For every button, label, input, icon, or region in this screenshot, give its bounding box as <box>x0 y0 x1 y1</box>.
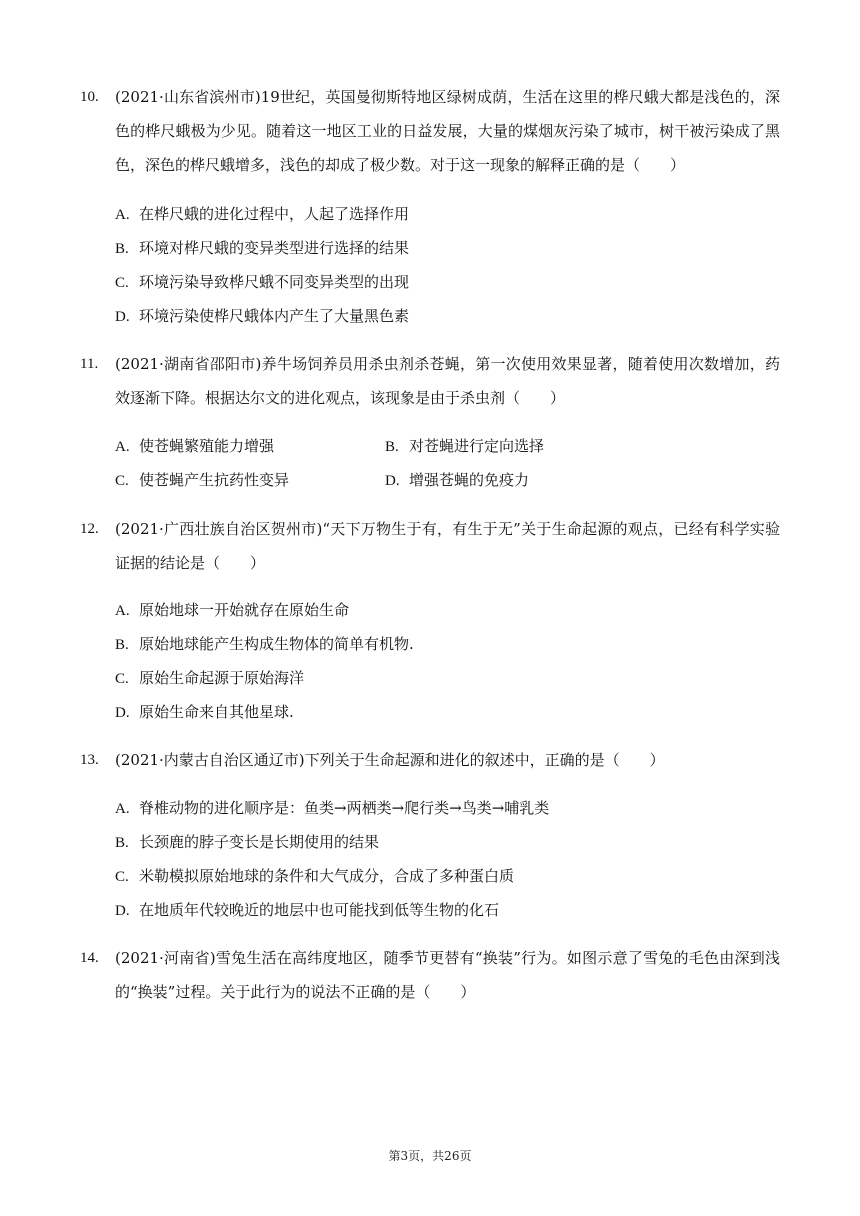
option-letter: B. <box>115 637 129 653</box>
option-letter: C. <box>115 869 129 885</box>
option-letter: D. <box>385 473 400 489</box>
option-c[interactable] <box>115 866 514 887</box>
option-text: 在桦尺蛾的进化过程中，人起了选择作用 <box>139 205 410 223</box>
question-13 <box>80 743 780 777</box>
question-11 <box>80 347 780 415</box>
option-d[interactable] <box>115 306 409 327</box>
question-12 <box>80 512 780 580</box>
option-a[interactable] <box>115 204 409 225</box>
option-letter: C. <box>115 671 129 687</box>
option-letter: A. <box>115 603 130 619</box>
option-text: 在地质年代较晚近的地层中也可能找到低等生物的化石 <box>139 901 500 919</box>
option-text: 长颈鹿的脖子变长是长期使用的结果 <box>139 833 380 851</box>
option-text: 环境对桦尺蛾的变异类型进行选择的结果 <box>139 239 410 257</box>
option-d[interactable] <box>115 900 499 921</box>
option-letter: B. <box>385 439 399 455</box>
option-text: 使苍蝇产生抗药性变异 <box>139 471 290 489</box>
question-number: 10. <box>80 89 99 105</box>
option-letter: A. <box>115 207 130 223</box>
question-number: 12. <box>80 521 99 537</box>
option-text: 原始地球一开始就存在原始生命 <box>139 601 350 619</box>
question-stem: (2021·山东省滨州市)19世纪，英国曼彻斯特地区绿树成荫，生活在这里的桦尺蛾大都是浅色的，深色的桦尺蛾极为少见。随着这一地区工业的日益发展，大量的煤烟灰污染了城市，树干被污染成了黑色，深色的桦尺蛾增多，浅色的却成了极少数。对于这一现象的解释正确的是（ ） <box>115 88 780 174</box>
option-text: 脊椎动物的进化顺序是：鱼类→两栖类→爬行类→鸟类→哺乳类 <box>139 799 550 817</box>
option-letter: D. <box>115 705 130 721</box>
option-text: 米勒模拟原始地球的条件和大气成分，合成了多种蛋白质 <box>139 867 515 885</box>
option-b[interactable] <box>385 436 544 457</box>
option-c[interactable] <box>115 470 289 491</box>
option-b[interactable] <box>115 634 414 655</box>
option-text: 原始生命来自其他星球. <box>139 703 294 721</box>
option-text: 环境污染导致桦尺蛾不同变异类型的出现 <box>139 273 410 291</box>
question-number: 14. <box>80 950 99 966</box>
option-text: 使苍蝇繁殖能力增强 <box>139 437 275 455</box>
option-text: 原始地球能产生构成生物体的简单有机物. <box>139 635 414 653</box>
option-c[interactable] <box>115 272 409 293</box>
question-14 <box>80 941 780 1009</box>
question-stem: (2021·广西壮族自治区贺州市)“天下万物生于有，有生于无”关于生命起源的观点，已经有科学实验证据的结论是（ ） <box>115 520 780 572</box>
option-letter: C. <box>115 275 129 291</box>
option-a[interactable] <box>115 798 549 819</box>
option-letter: A. <box>115 439 130 455</box>
option-letter: D. <box>115 903 130 919</box>
option-text: 原始生命起源于原始海洋 <box>139 669 305 687</box>
option-c[interactable] <box>115 668 304 689</box>
option-text: 对苍蝇进行定向选择 <box>409 437 545 455</box>
option-text: 环境污染使桦尺蛾体内产生了大量黑色素 <box>139 307 410 325</box>
page-footer: 第3页，共26页 <box>388 1149 472 1163</box>
option-letter: B. <box>115 241 129 257</box>
option-a[interactable] <box>115 436 274 457</box>
question-stem: (2021·河南省)雪兔生活在高纬度地区，随季节更替有“换装”行为。如图示意了雪兔的毛色由深到浅的“换装”过程。关于此行为的说法不正确的是（ ） <box>115 949 780 1001</box>
option-letter: D. <box>115 309 130 325</box>
option-b[interactable] <box>115 238 409 259</box>
option-text: 增强苍蝇的免疫力 <box>409 471 530 489</box>
question-stem: (2021·湖南省邵阳市)养牛场饲养员用杀虫剂杀苍蝇，第一次使用效果显著，随着使用次数增加，药效逐渐下降。根据达尔文的进化观点，该现象是由于杀虫剂（ ） <box>115 355 780 407</box>
option-letter: B. <box>115 835 129 851</box>
question-number: 11. <box>80 356 99 372</box>
option-d[interactable] <box>385 470 529 491</box>
option-a[interactable] <box>115 600 349 621</box>
question-10 <box>80 80 780 182</box>
option-d[interactable] <box>115 702 294 723</box>
question-stem: (2021·内蒙古自治区通辽市)下列关于生命起源和进化的叙述中，正确的是（ ） <box>115 751 665 769</box>
question-number: 13. <box>80 752 99 768</box>
option-letter: C. <box>115 473 129 489</box>
option-letter: A. <box>115 801 130 817</box>
option-b[interactable] <box>115 832 379 853</box>
